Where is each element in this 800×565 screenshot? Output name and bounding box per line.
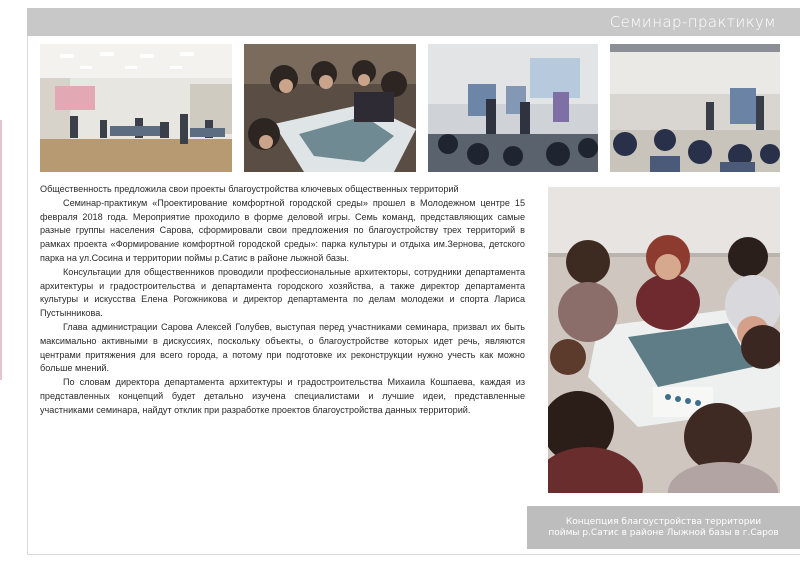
photo-workgroup-large (548, 187, 780, 493)
edge-accent (0, 120, 2, 380)
caption-line-2: поймы р.Сатис в районе Лыжной базы в г.Саров (548, 527, 779, 538)
photo-presentation (428, 44, 598, 172)
page-title: Семинар-практикум (609, 13, 776, 31)
caption-line-1: Концепция благоустройства территории (565, 516, 762, 527)
header-bar (27, 8, 800, 36)
photo-caption (527, 506, 800, 549)
photo-audience (610, 44, 780, 172)
article-paragraph-2: Консультации для общественников проводили профессиональные архитекторы, сотрудники департамента архитектуры и градостроительства и департамента городского хозяйства, а также директор департамента культуры и искусства Елена Рогожникова и директор департамента по делам молодежи и спорта Лариса Пустынникова. (40, 266, 525, 319)
photo-team-map-table (244, 44, 416, 172)
article-body (40, 183, 525, 418)
article-headline: Общественность предложила свои проекты благоустройства ключевых общественных территорий (40, 184, 459, 194)
article-paragraph-1: Семинар-практикум «Проектирование комфортной городской среды» прошел в Молодежном центре 15 февраля 2018 года. Мероприятие проходило в форме деловой игры. Семь команд, представляющих самые разные группы населения Сарова, сформировали свои предложения по благоустройству трех территорий в рамках проекта «Формирование комфортной городской среды»: парка культуры и отдыха им.Зернова, детского парка на ул.Сосина и территории поймы р.Сатис в районе лыжной базы. (40, 197, 525, 263)
article-paragraph-4: По словам директора департамента архитектуры и градостроительства Михаила Кошпаева, каждая из представленных концепций будет детально изучена специалистами и лучшие идеи, представленные участниками семинара, найдут отклик при разработке проектов благоустройства данных территорий. (40, 377, 525, 415)
photo-hall-overview (40, 44, 232, 172)
article-paragraph-3: Глава администрации Сарова Алексей Голубев, выступая перед участниками семинара, призвал их быть максимально активными в дискуссиях, поскольку объекты, о благоустройстве которых идет речь, являются центрами притяжения для всего города, а потому при подготовке их реконструкции нужно учесть как можно больше мнений. (40, 321, 525, 374)
